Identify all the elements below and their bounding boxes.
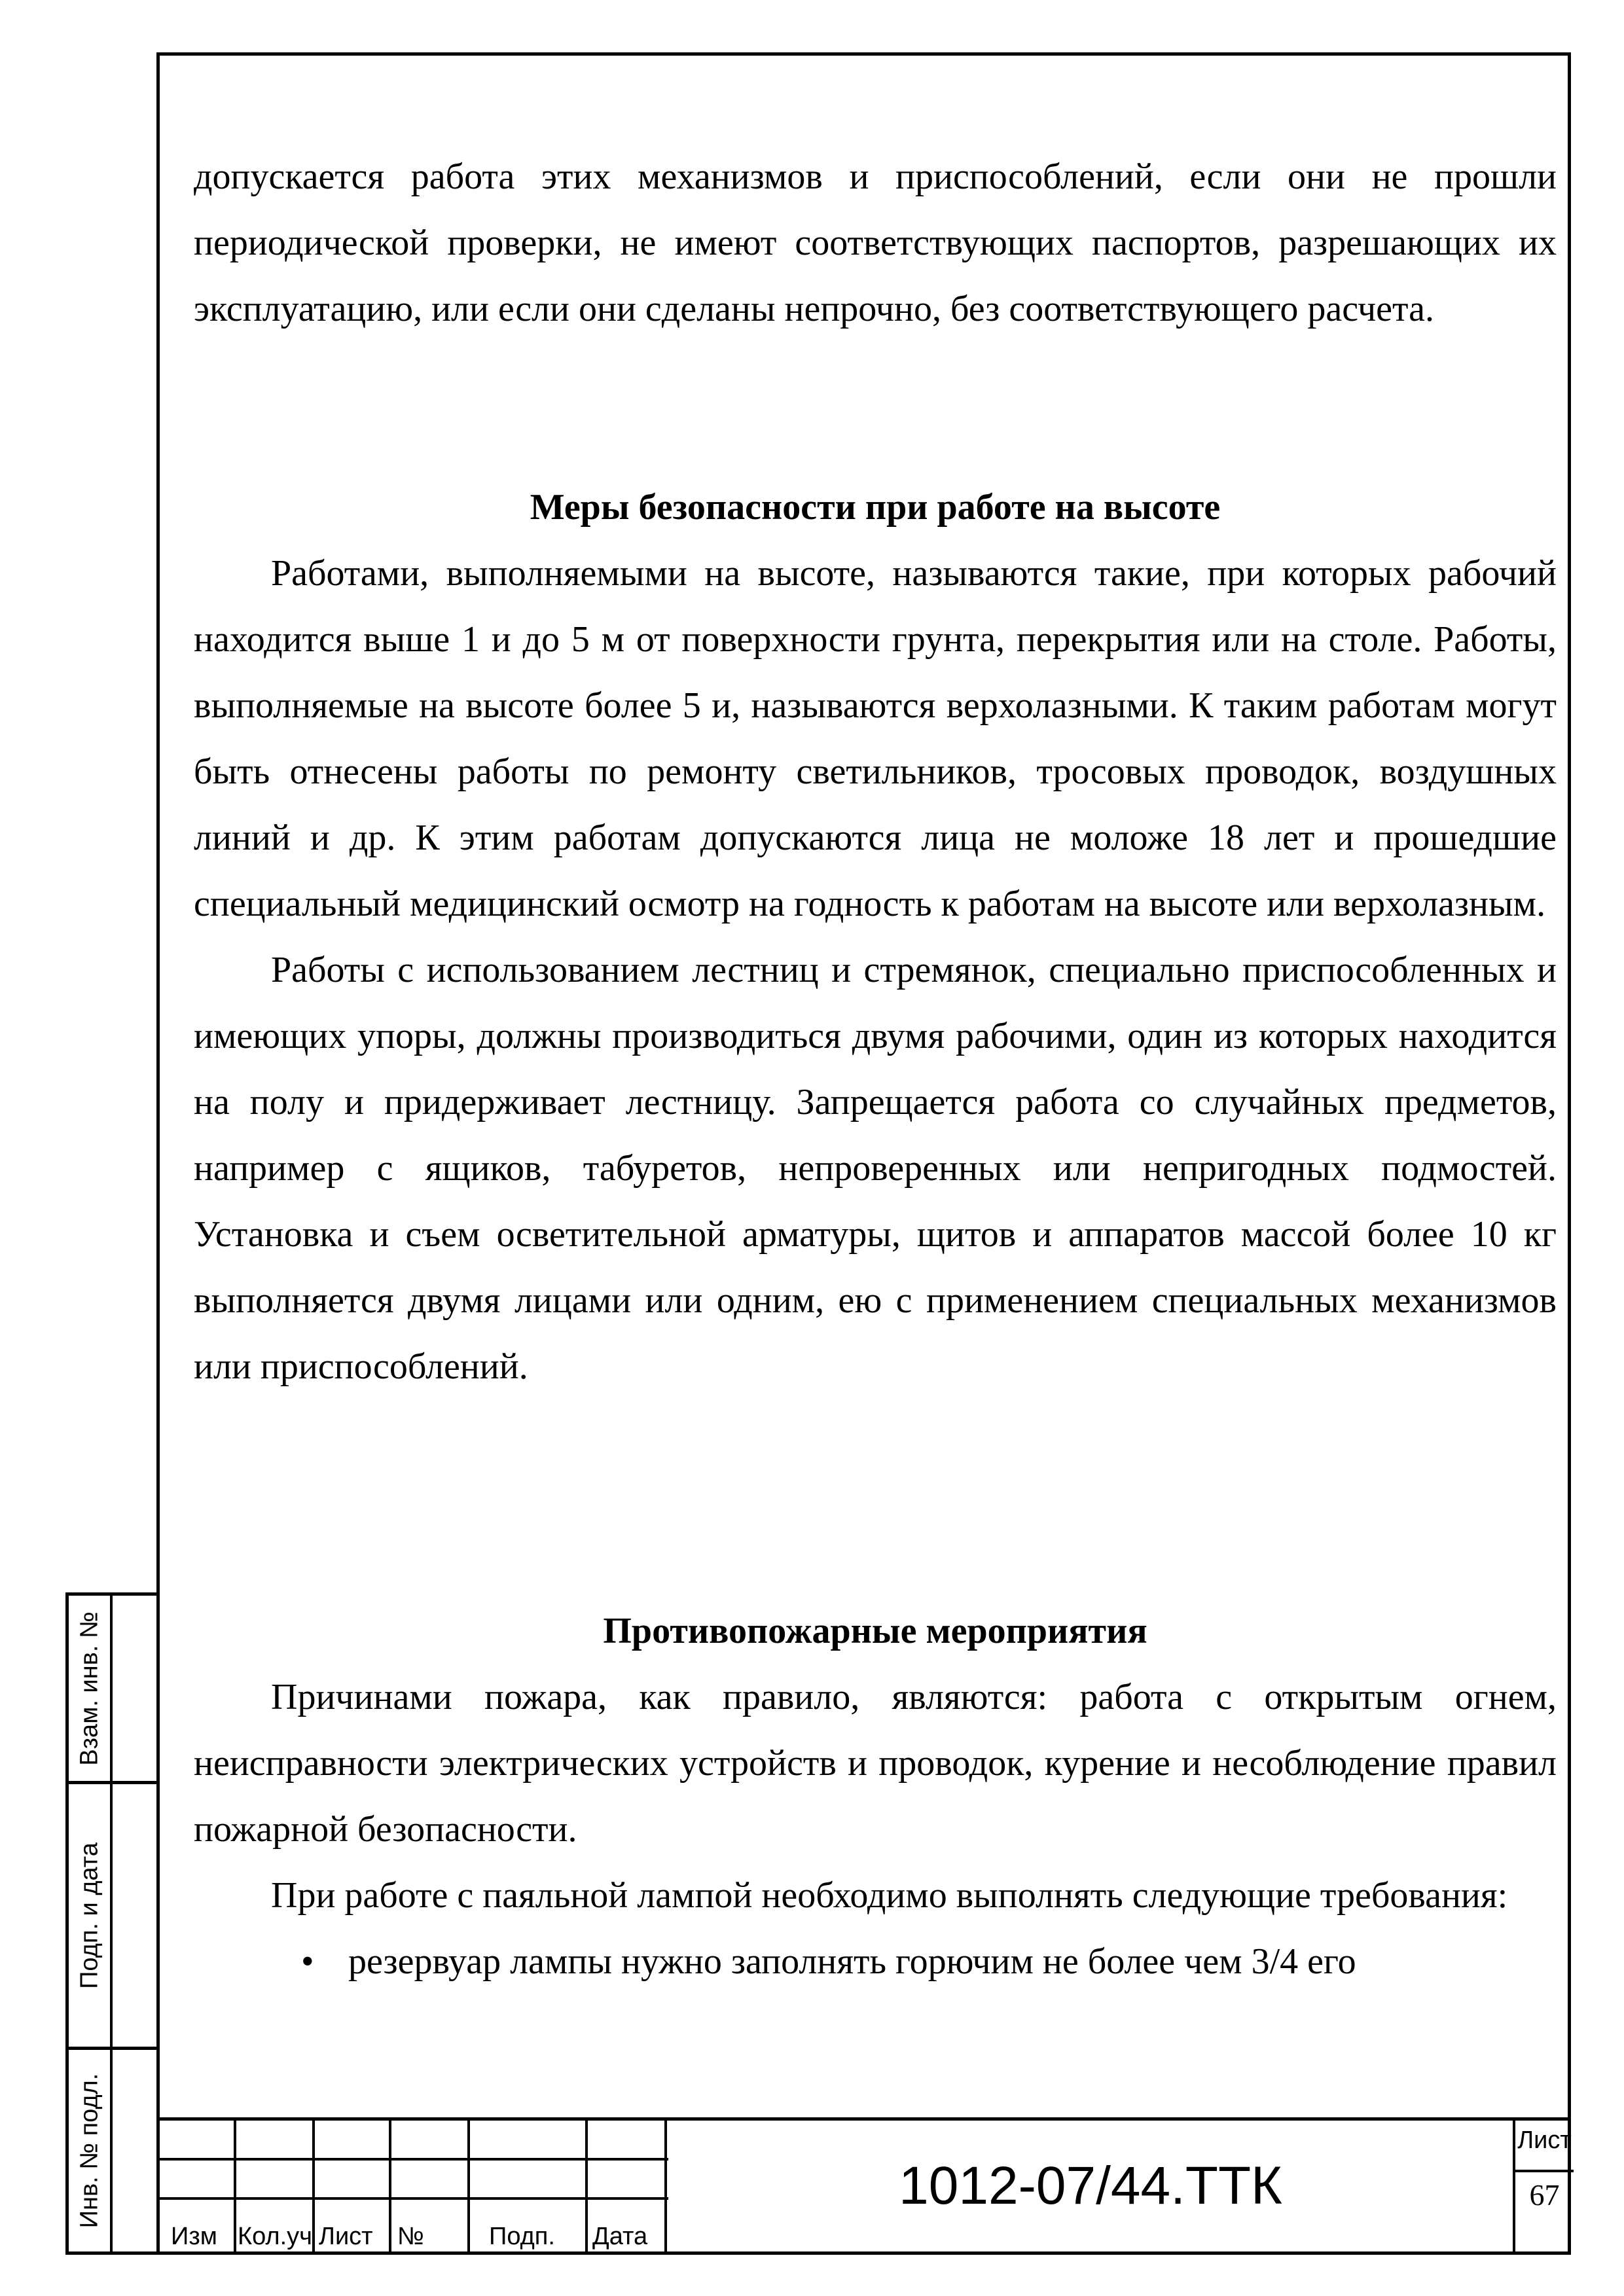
paragraph-height-1: Работами, выполняемыми на высоте, называются такие, при которых рабочий находится выше 1 и до 5 м от поверхности грунта, перекрытия или на столе. Работы, выполняемые на высоте более 5 и, называются верхолазными. К таким работам могут быть отнесены работы по ремонту светильников, тросовых проводок, воздушных линий и др. К этим работам допускаются лица не моложе 18 лет и прошедшие специальный медицинский осмотр на годность к работам на высоте или верхолазным. bbox=[194, 553, 1557, 924]
heading-height-safety: Меры безопасности при работе на высоте bbox=[530, 487, 1221, 528]
paragraph-fire-2: При работе с паяльной лампой необходимо выполнять следующие требования: bbox=[271, 1875, 1508, 1916]
document-code: 1012-07/44.ТТК bbox=[899, 2156, 1282, 2215]
stamp-inv-orig bbox=[65, 2047, 156, 2255]
paragraph-fire-1: Причинами пожара, как правило, являются: работа с открытым огнем, неисправности электрических устройств и проводок, курение и несоблюдение правил пожарной безопасности. bbox=[194, 1677, 1557, 1850]
sheet-label: Лист bbox=[1517, 2126, 1572, 2154]
stamp-sign-date bbox=[65, 1781, 156, 2050]
list-item-text: резервуар лампы нужно заполнять горючим не более чем 3/4 его bbox=[348, 1941, 1356, 1982]
stamp-inv-replace-label: Взам. инв. № bbox=[75, 1611, 103, 1766]
col-date-label: Дата bbox=[592, 2223, 648, 2250]
col-qty-label: Кол.уч bbox=[238, 2223, 312, 2250]
stamp-inv-replace bbox=[65, 1592, 156, 1784]
heading-fire-safety: Противопожарные мероприятия bbox=[603, 1611, 1147, 1651]
paragraph-intro: допускается работа этих механизмов и приспособлений, если они не прошли периодической проверки, не имеют соответствующих паспортов, разрешающих их эксплуатацию, или если они сделаны непрочно, без соответствующего расчета. bbox=[194, 156, 1557, 329]
bullet-icon: • bbox=[301, 1941, 314, 1982]
stamp-inv-orig-label: Инв. № подл. bbox=[75, 2073, 103, 2229]
title-block-grid bbox=[156, 2117, 668, 2255]
col-change-label: Изм bbox=[171, 2223, 217, 2250]
col-sheet-label: Лист bbox=[319, 2223, 373, 2250]
stamp-sign-date-label: Подп. и дата bbox=[75, 1842, 103, 1989]
paragraph-height-2: Работы с использованием лестниц и стремянок, специально приспособленных и имеющих упоры, должны производиться двумя рабочими, один из которых находится на полу и придерживает лестницу. Запрещается работа со случайных предметов, например с ящиков, табуретов, непроверенных или непригодных подмостей. Установка и съем осветительной арматуры, щитов и аппаратов массой более 10 кг выполняется двумя лицами или одним, ею с применением специальных механизмов или приспособлений. bbox=[194, 950, 1557, 1387]
col-sign-label: Подп. bbox=[489, 2223, 555, 2250]
col-doc-num-label: № bbox=[397, 2223, 424, 2250]
document-body bbox=[194, 144, 1557, 1995]
sheet-number: 67 bbox=[1529, 2178, 1560, 2212]
sheet-number-box bbox=[1513, 2117, 1571, 2255]
bullet-list bbox=[194, 1929, 1557, 1995]
list-item bbox=[301, 1929, 1557, 1995]
